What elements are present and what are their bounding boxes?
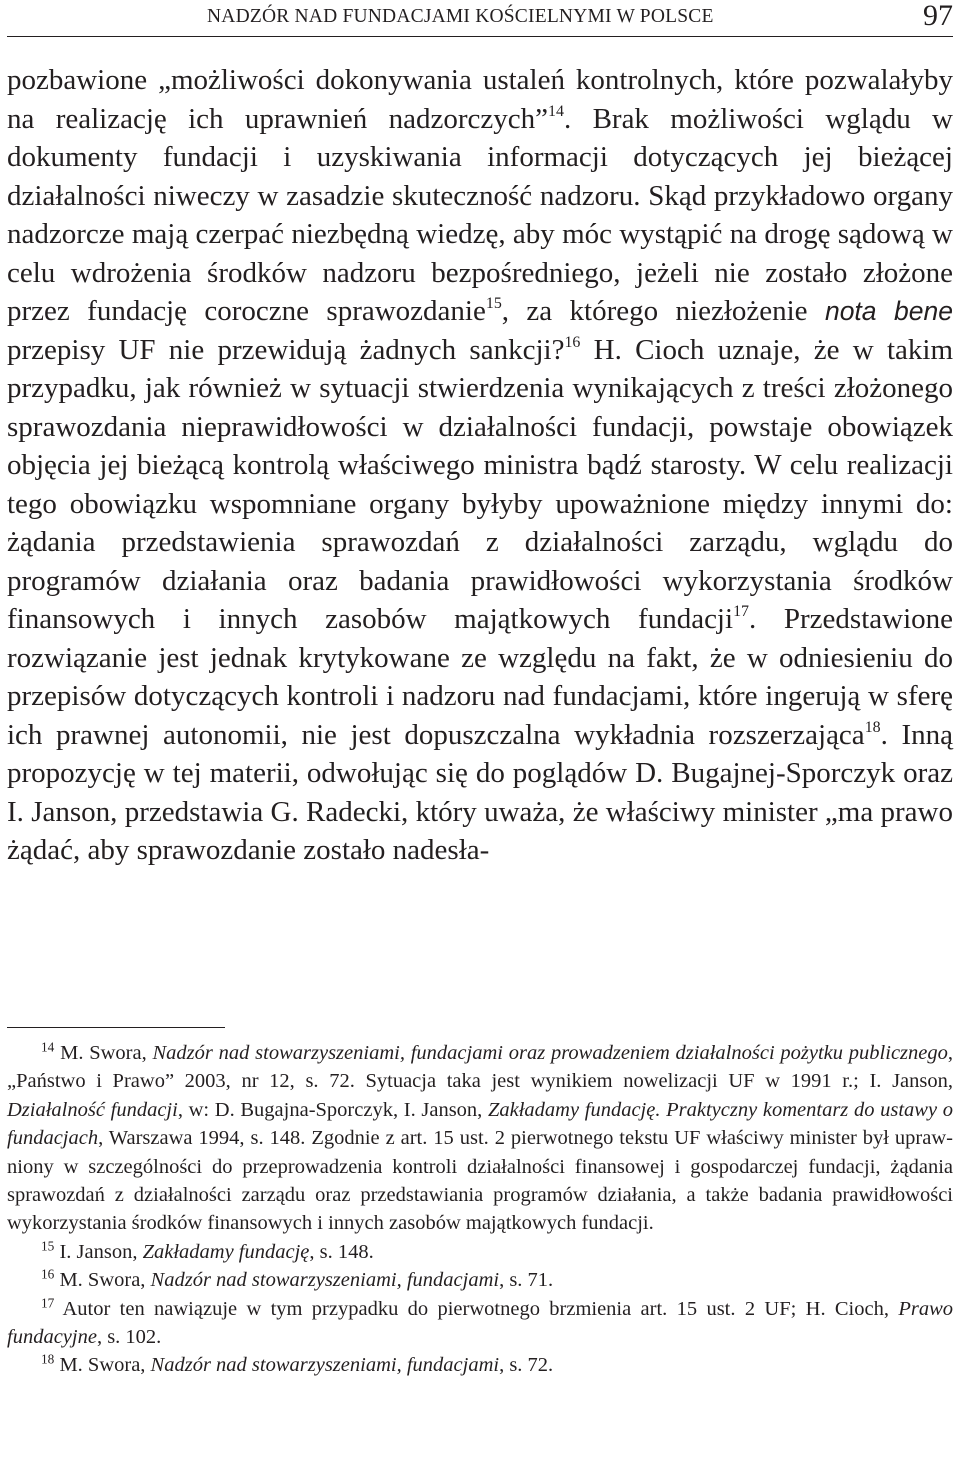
footnote-number: 18 (41, 1352, 55, 1368)
footnote-17 (7, 1295, 953, 1352)
footnote-16 (7, 1266, 953, 1294)
footnote-text: I. Janson, (54, 1240, 143, 1263)
footnote-text: , „Państwo i Prawo” 2003, nr 12, s. 72. Sytuacja taka jest wynikiem nowelizacji UF w 1991 r.; I. Janson, (7, 1042, 953, 1093)
footnote-number: 14 (41, 1039, 55, 1055)
footnote-text: , s. 102. (96, 1326, 162, 1349)
text-run: . Inną propozycję w tej materii, odwołując się do poglądów D. Bugajnej-Sporczyk oraz I. Janson, przedstawia G. Radecki, który uważa, że właściwy minister „ma prawo żądać, aby sprawozdanie zostało nadesła- (7, 718, 953, 866)
text-run: . Przedstawione rozwiązanie jest jednak krytykowane ze względu na fakt, że w odniesieniu do przepisów dotyczących kontroli i nadzoru nad fundacjami, które ingerują w sferę ich prawnej autonomii, nie jest dopuszczalna wykładnia rozszerzająca (7, 603, 953, 751)
footnote-text: , s. 72. (499, 1354, 554, 1377)
body-paragraph (7, 61, 953, 870)
footnote-ref-17[interactable]: 17 (733, 603, 749, 621)
main-text (7, 61, 953, 870)
nota-bene-phrase: nota bene (824, 296, 953, 326)
page-number: 97 (923, 0, 953, 32)
footnote-ref-18[interactable]: 18 (864, 718, 881, 736)
footnote-text: M. Swora, (54, 1042, 153, 1064)
footnote-title: Zakładamy fundację. Praktyczny komentarz do ustawy o fundacjach (7, 1098, 953, 1150)
text-run: H. Cioch uznaje, że w takim przypadku, jak również w sytuacji stwierdzenia wynikających z treści złożonego sprawozdania nieprawidłowości w działalności fundacji, powstaje obowiązek objęcia jej bieżącą kontrolą właściwego ministra bądź starosty. W celu realizacji tego obowiązku wspomniane organy byłyby upoważnione między innymi do: żądania przedstawienia sprawozdań z działalności zarządu, wglądu do programów działania oraz badania prawidłowości wykorzystania środków finansowych i innych zasobów majątkowych fundacji (7, 333, 953, 635)
footnote-number: 17 (41, 1295, 55, 1311)
running-header (7, 2, 953, 32)
footnote-number: 16 (41, 1266, 55, 1282)
footnote-title: Prawo fundacyjne (7, 1297, 953, 1349)
text-run: , za którego niezłożenie (501, 295, 825, 327)
footnote-15 (7, 1238, 953, 1266)
footnotes (7, 1039, 953, 1380)
footnote-text: , Warszawa 1994, s. 148. Zgodnie z art. 15 ust. 2 pierwotnego tekstu UF właściwy minister był uprawniony w szczególności do przeprowadzenia kontroli działalności finansowej i gospodarczej fundacji, żądania sprawozdań z działalności zarządu oraz przedstawiania programów działania, a także badania prawidłowości wykorzystania środków finansowych i innych zasobów majątkowych fundacji. (7, 1127, 953, 1235)
footnote-separator (7, 1027, 225, 1028)
footnote-title: Działalność fundacji (7, 1098, 178, 1121)
footnote-text: M. Swora, (54, 1354, 151, 1377)
footnote-title: Nadzór nad stowarzyszeniami, fundacjami (150, 1354, 500, 1377)
footnote-title: Nadzór nad stowarzyszeniami, fundacjami (150, 1269, 500, 1292)
text-run: przepisy UF nie przewidują żadnych sankcji? (7, 333, 565, 366)
footnote-number: 15 (41, 1238, 55, 1254)
text-run: . Brak możliwości wglądu w dokumenty fundacji i uzyskiwania informacji dotyczących jej bieżącej działalności niweczy w zasadzie skuteczność nadzoru. Skąd przykładowo organy nadzorcze mają czerpać niezbędną wiedzę, aby móc wystąpić na drogę sądową w celu wdrożenia środków nadzoru bezpośredniego, jeżeli nie zostało złożone przez fundację coroczne sprawozdanie (7, 102, 953, 327)
footnote-ref-16[interactable]: 16 (564, 333, 581, 351)
footnote-ref-15[interactable]: 15 (485, 295, 502, 313)
footnote-text: , s. 71. (499, 1269, 554, 1292)
running-title: NADZÓR NAD FUNDACJAMI KOŚCIELNYMI W POLSCE (207, 6, 714, 27)
text-run: pozbawione „możliwości dokonywania ustaleń kontrolnych, które pozwalałyby na realizację ich uprawnień nadzorczych” (7, 64, 953, 135)
footnote-14 (7, 1039, 953, 1238)
footnote-text: M. Swora, (54, 1269, 151, 1292)
header-rule (7, 36, 953, 37)
footnote-text: , w: D. Bugajna-Sporczyk, I. Janson, (177, 1098, 488, 1121)
footnote-title: Zakładamy fundację (142, 1240, 310, 1263)
footnote-title: Nadzór nad stowarzyszeniami, fundacjami oraz prowadzeniem działalności pożytku publicznego (152, 1042, 948, 1064)
footnote-text: , s. 148. (309, 1240, 374, 1263)
footnote-18 (7, 1351, 953, 1379)
footnote-text: Autor ten nawiązuje w tym przypadku do pierwotnego brzmienia art. 15 ust. 2 UF; H. Cioch, (54, 1297, 899, 1320)
footnote-ref-14[interactable]: 14 (548, 102, 564, 120)
